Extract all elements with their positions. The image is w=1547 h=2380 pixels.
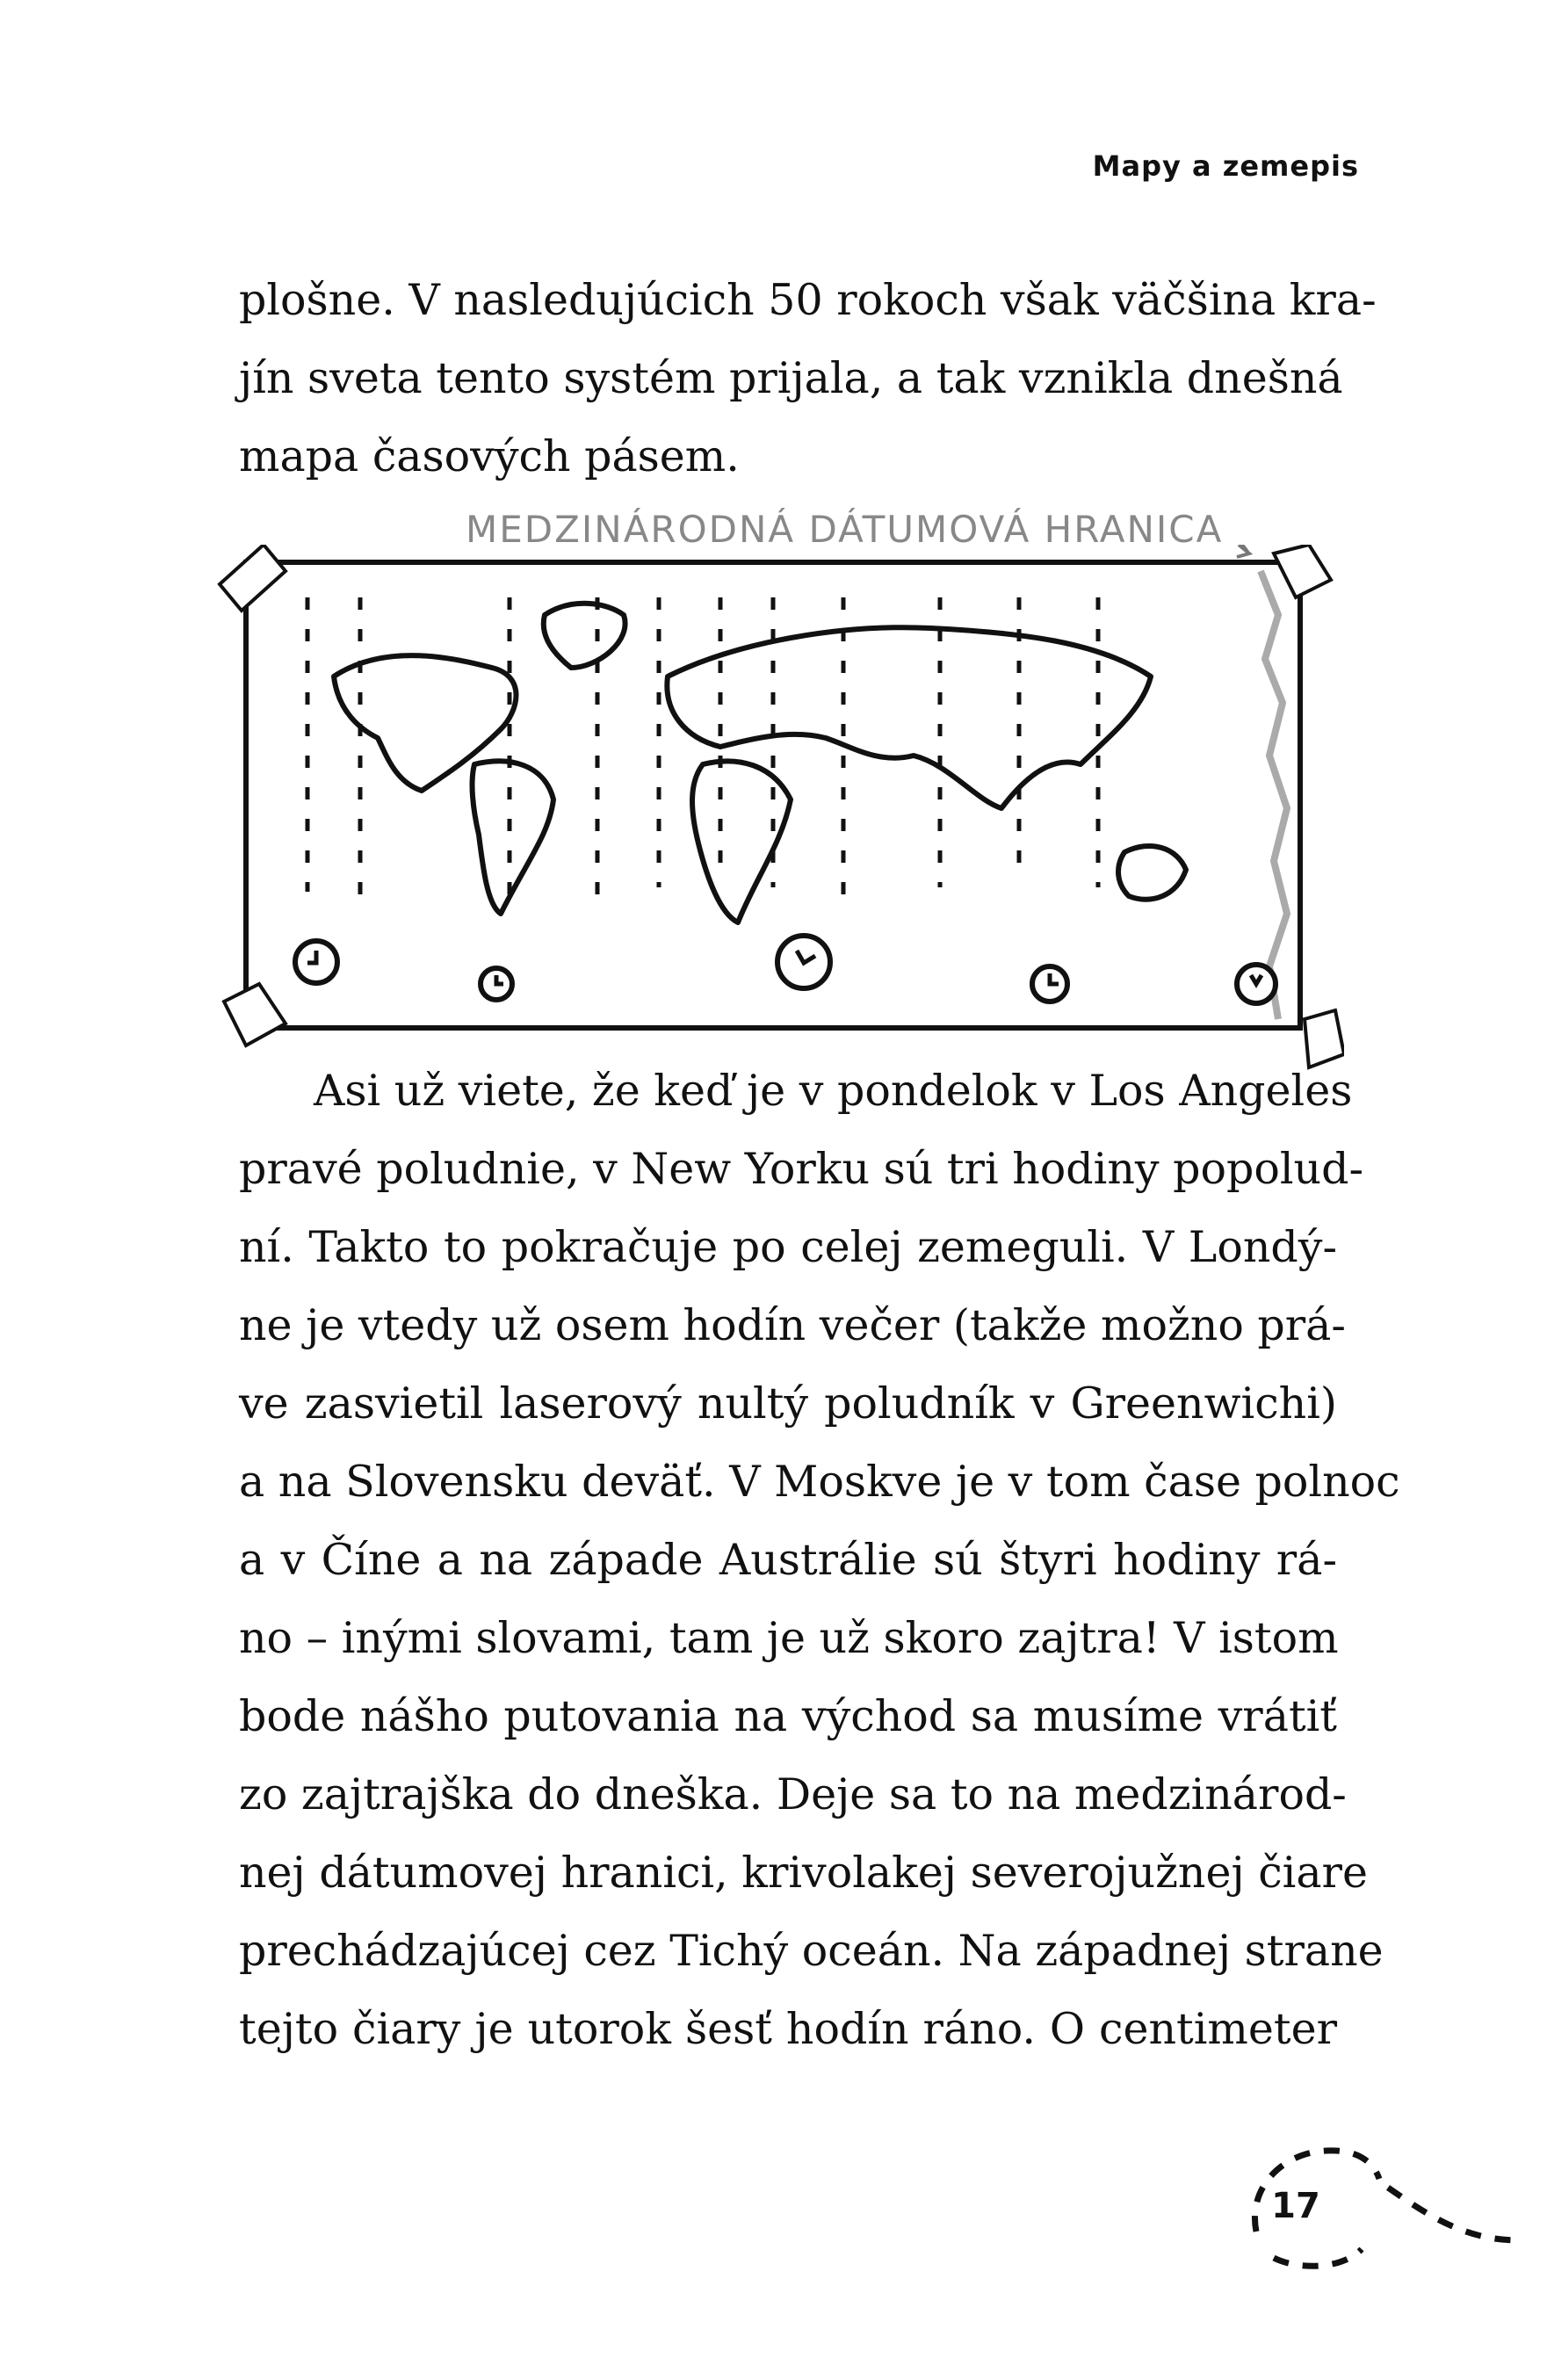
text-line: ve zasvietil laserový nultý poludník v Greenwichi)	[239, 1378, 1337, 1429]
text-line: jín sveta tento systém prijala, a tak vznikla dnešná	[239, 353, 1343, 403]
date-line-label: MEDZINÁRODNÁ DÁTUMOVÁ HRANICA	[466, 508, 1224, 551]
tape-top-right	[1274, 545, 1331, 597]
text-line: nej dátumovej hranici, krivolakej severojužnej čiare	[239, 1848, 1368, 1898]
text-line: no – inými slovami, tam je už skoro zajtra! V istom	[239, 1613, 1339, 1663]
international-date-line	[1261, 571, 1287, 1019]
paragraph-2	[239, 1052, 1400, 2068]
text-line: plošne. V nasledujúcich 50 rokoch však väčšina kra-	[239, 275, 1377, 325]
australia	[1118, 846, 1186, 900]
text-line: a na Slovensku deväť. V Moskve je v tom čase polnoc	[239, 1457, 1400, 1507]
clocks	[295, 936, 1276, 1003]
greenland	[544, 604, 625, 668]
running-head: Mapy a zemepis	[1092, 149, 1359, 183]
tape-bottom-left	[224, 984, 286, 1045]
text-line: prechádzajúcej cez Tichý oceán. Na západnej strane	[239, 1926, 1384, 1976]
text-line: Asi už viete, že keď je v pondelok v Los Angeles	[314, 1066, 1353, 1116]
paragraph-1	[239, 261, 1377, 496]
text-line: zo zajtrajška do dneška. Deje sa to na medzinárod-	[239, 1769, 1347, 1819]
africa	[692, 761, 791, 922]
text-line: bode nášho putovania na východ sa musíme vrátiť	[239, 1691, 1337, 1741]
text-line: pravé poludnie, v New Yorku sú tri hodiny popolud-	[239, 1144, 1364, 1194]
text-line: mapa časových pásem.	[239, 431, 740, 481]
tape-top-left	[220, 545, 286, 611]
time-zone-world-map	[211, 545, 1344, 1072]
text-line: ní. Takto to pokračuje po celej zemeguli. V Londý-	[239, 1222, 1337, 1272]
page-number: 17	[1271, 2186, 1320, 2226]
south-america	[473, 761, 553, 914]
text-line: a v Číne a na západe Austrálie sú štyri hodiny rá-	[239, 1535, 1337, 1585]
text-line: ne je vtedy už osem hodín večer (takže možno prá-	[239, 1300, 1346, 1350]
text-line: tejto čiary je utorok šesť hodín ráno. O centimeter	[239, 2004, 1337, 2054]
